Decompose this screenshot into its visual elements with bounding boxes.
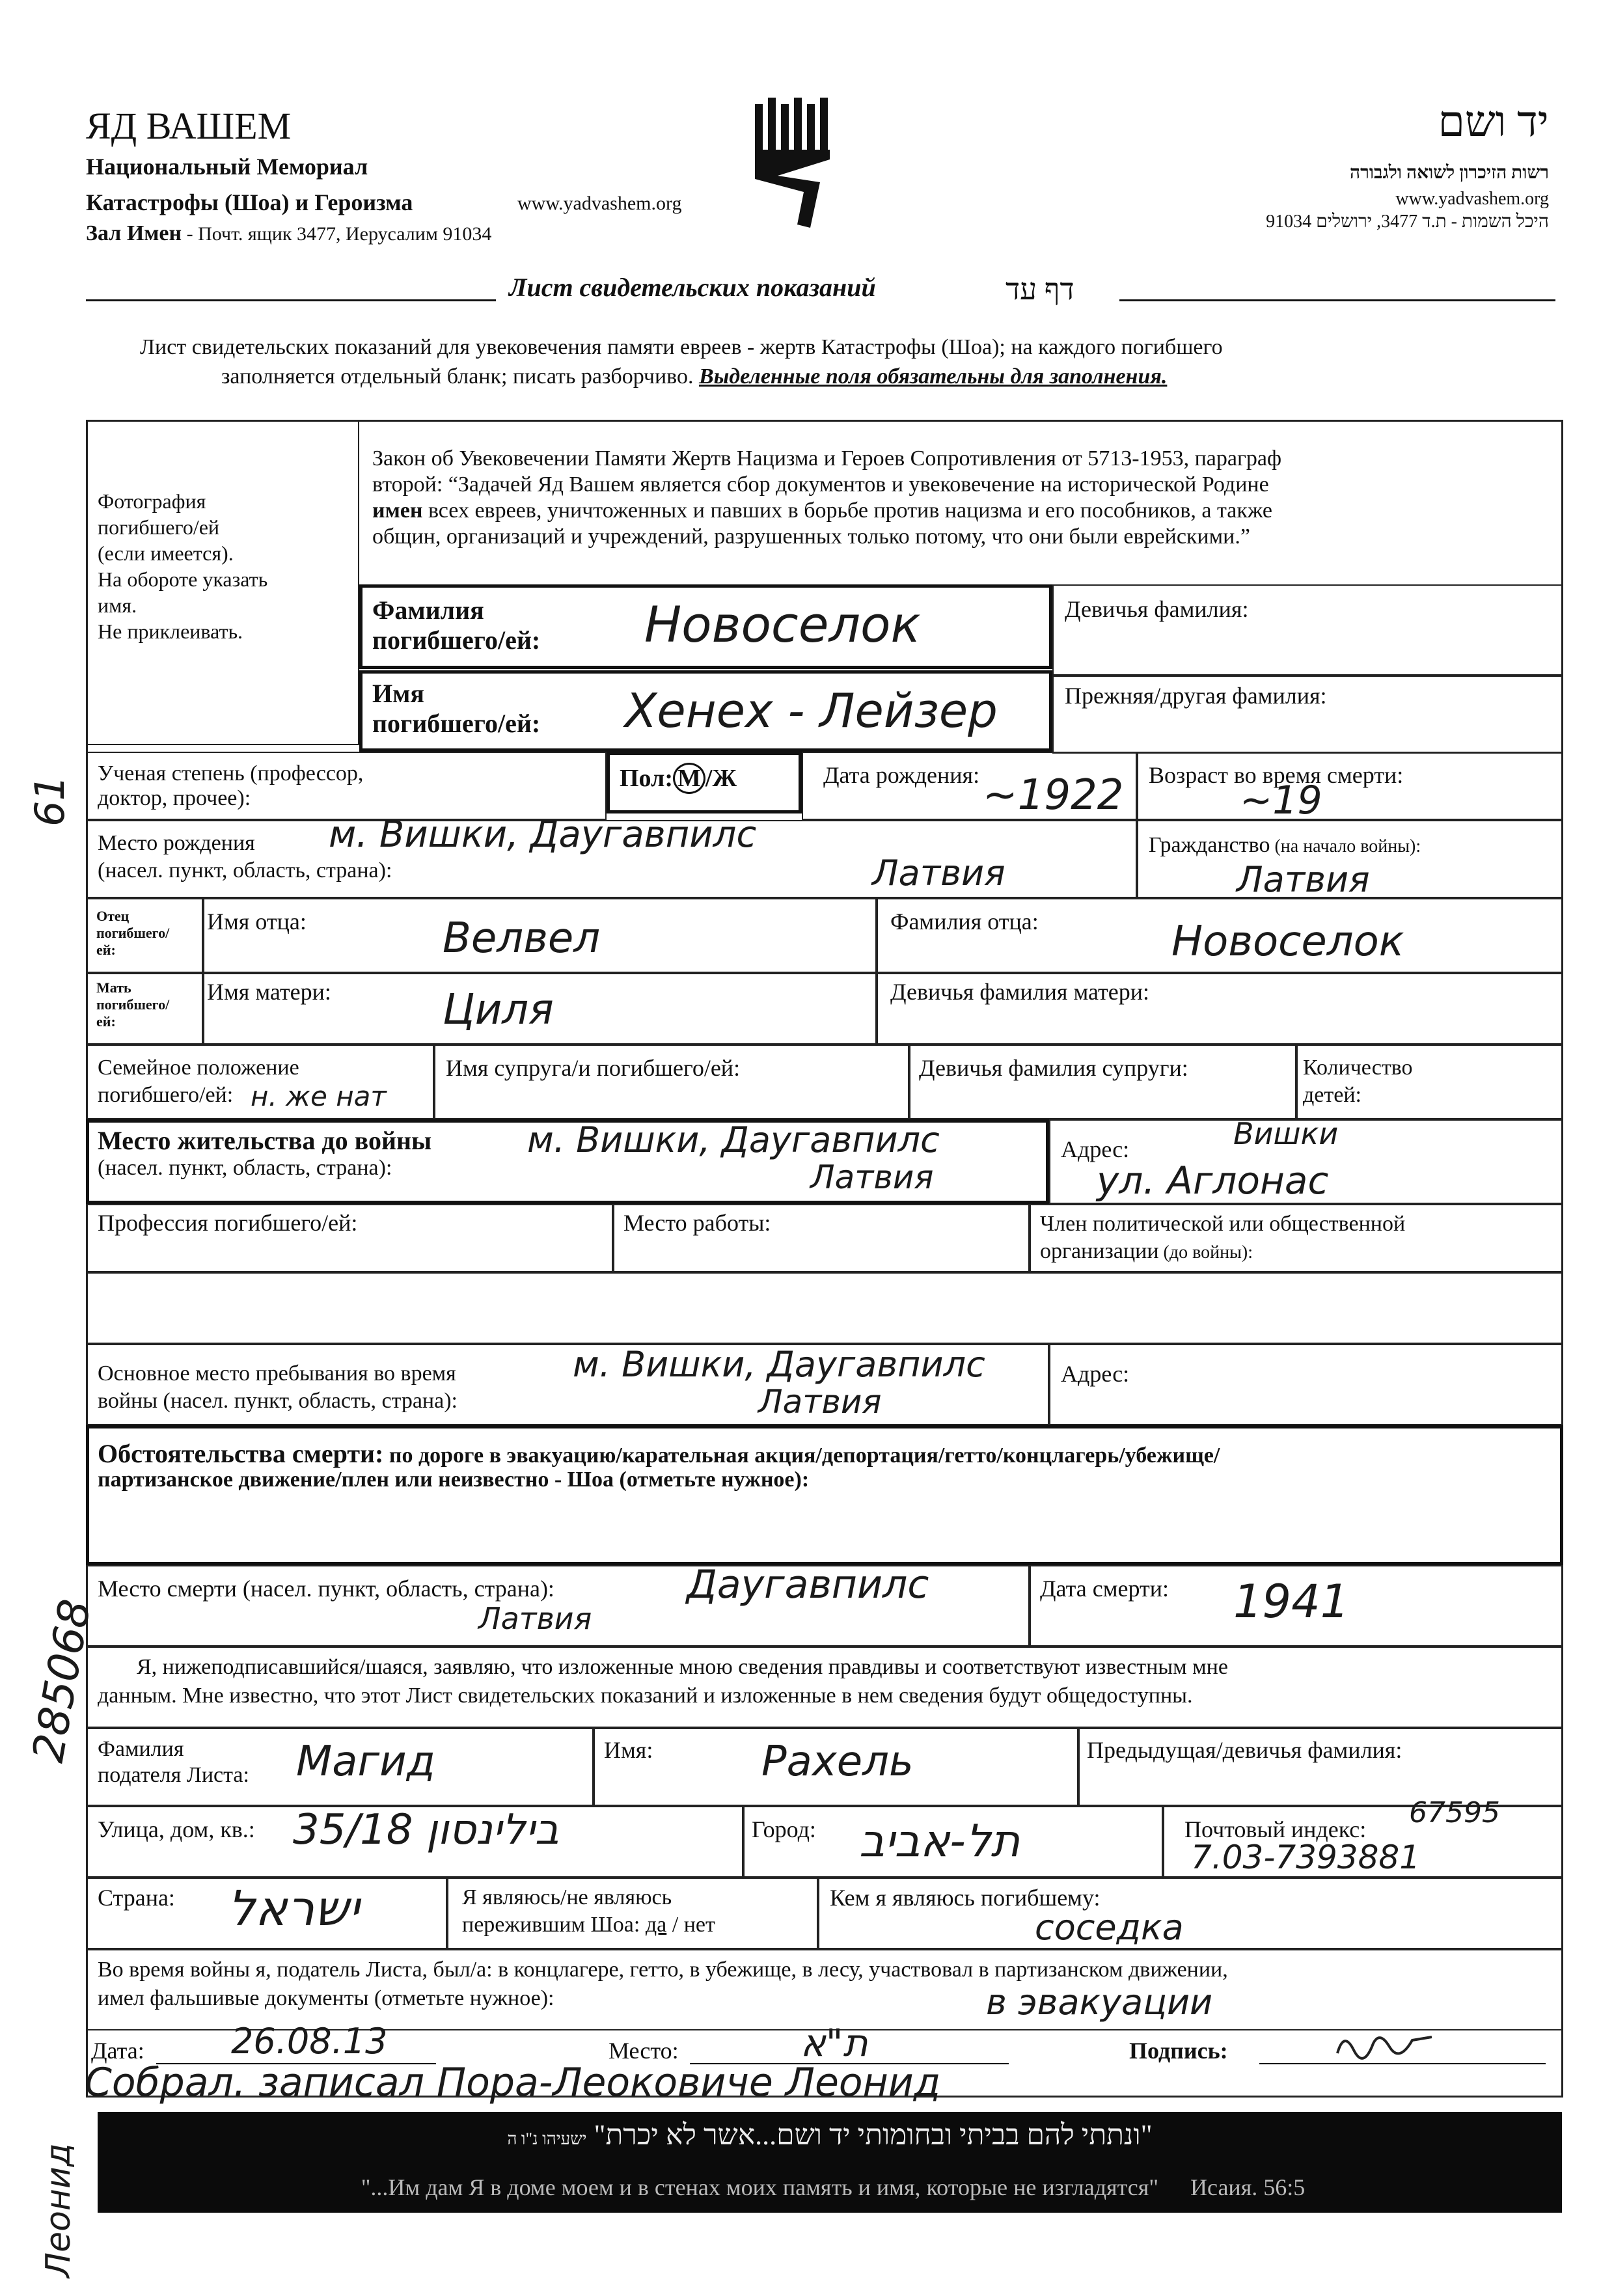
sub-country-label: Страна: bbox=[98, 1885, 175, 1911]
he-line-1: רשות הזיכרון לשואה ולגבורה bbox=[1349, 163, 1549, 183]
photo-note-line: (если имеется). bbox=[98, 541, 234, 565]
membership-label-2: организации bbox=[1040, 1239, 1159, 1263]
he-title: יד ושם bbox=[1438, 98, 1549, 146]
war-place-value-2[interactable]: Латвия bbox=[758, 1383, 882, 1421]
citizenship-label-small: (на начало войны): bbox=[1270, 836, 1421, 856]
citizenship-label-main: Гражданство bbox=[1149, 833, 1270, 857]
intro-line-2 bbox=[221, 364, 1167, 389]
hall-address: - Почт. ящик 3477, Иерусалим 91034 bbox=[182, 223, 492, 245]
org-line-2: Катастрофы (Шоа) и Героизма bbox=[86, 189, 413, 215]
surname-label-2: погибшего/ей: bbox=[372, 625, 541, 655]
signature-mark bbox=[1334, 2024, 1438, 2063]
death-place-label: Место смерти (насел. пункт, область, страна): bbox=[98, 1576, 554, 1602]
name-value[interactable]: Хенех - Лейзер bbox=[625, 683, 998, 738]
sub-zip-value[interactable]: 67595 bbox=[1409, 1796, 1500, 1829]
sub-relation-value[interactable]: соседка bbox=[1035, 1907, 1184, 1948]
law-text bbox=[372, 446, 1281, 550]
citizenship-label bbox=[1149, 832, 1421, 860]
law-line bbox=[372, 498, 1281, 524]
footer-ru-line bbox=[107, 2174, 1559, 2201]
residence-label-1: Место жительства до войны bbox=[98, 1126, 432, 1155]
sub-signature-label: Подпись: bbox=[1129, 2038, 1228, 2064]
war-place-label-1: Основное место пребывания во время bbox=[98, 1361, 456, 1386]
form-title: Лист свидетельских показаний bbox=[509, 273, 876, 302]
footer-he-line bbox=[257, 2118, 1402, 2152]
prev-name-label: Прежняя/другая фамилия: bbox=[1065, 683, 1327, 709]
sub-name-value[interactable]: Рахель bbox=[761, 1738, 914, 1786]
mother-side-1: Мать bbox=[96, 979, 131, 996]
footer-quote-ru: "...Им дам Я в доме моем и в стенах моих память и имя, которые не изгладятся" bbox=[361, 2174, 1159, 2200]
sub-war-status-line: Во время войны я, податель Листа, был/а: в концлагере, гетто, в убежище, в лесу, участвовал в партизанском движении, bbox=[98, 1958, 1228, 1982]
marital-value[interactable]: н. же нат bbox=[251, 1080, 387, 1112]
surname-value[interactable]: Новоселок bbox=[644, 595, 921, 653]
collected-by: Собрал. записал Пора-Леоковиче Леонид bbox=[85, 2060, 941, 2105]
sub-place-value[interactable]: ת"א bbox=[800, 2021, 868, 2065]
photo-note-line: На обороте указать bbox=[98, 567, 268, 591]
law-line: Закон об Увековечении Памяти Жертв Нацизма и Героев Сопротивления от 5713-1953, параграф bbox=[372, 446, 1282, 471]
father-surname-value[interactable]: Новоселок bbox=[1171, 918, 1404, 966]
intro-plain: заполняется отдельный бланк; писать разборчиво. bbox=[221, 364, 700, 389]
father-side-1: Отец bbox=[96, 908, 130, 924]
father-side-3: ей: bbox=[96, 942, 116, 958]
sub-survivor-yes[interactable]: да bbox=[645, 1913, 667, 1937]
membership-label-small: (до войны): bbox=[1158, 1242, 1253, 1263]
footer-quote-he-ref: ישעיהו נ"ו ה bbox=[507, 2129, 587, 2148]
sub-war-status-value[interactable]: в эвакуации bbox=[986, 1982, 1213, 2023]
form-title-he: דף עד bbox=[1005, 273, 1074, 306]
photo-note bbox=[98, 488, 267, 644]
degree-label-1: Ученая степень (профессор, bbox=[98, 761, 364, 786]
sub-survivor-label-2: пережившим Шоа: bbox=[462, 1913, 640, 1937]
blank-row bbox=[86, 1272, 1563, 1344]
margin-number-2: 285068 bbox=[23, 1595, 101, 1766]
birthplace-label-1: Место рождения bbox=[98, 831, 255, 855]
death-circ-options: по дороге в эвакуацию/карательная акция/депортация/гетто/концлагерь/убежище/ bbox=[383, 1443, 1220, 1468]
mother-side-label bbox=[96, 979, 169, 1030]
address-value-1[interactable]: Вишки bbox=[1233, 1116, 1339, 1151]
birth-date-value[interactable]: ~1922 bbox=[983, 771, 1124, 819]
yad-vashem-logo-icon bbox=[748, 98, 840, 228]
sub-war-status-line: имел фальшивые документы (отметьте нужное): bbox=[98, 1986, 554, 2010]
age-value[interactable]: ~19 bbox=[1240, 778, 1322, 823]
birthplace-value[interactable]: м. Вишки, Даугавпилс bbox=[329, 813, 757, 856]
age-label: Возраст во время смерти: bbox=[1149, 762, 1404, 788]
sub-name-label: Имя: bbox=[604, 1737, 653, 1763]
sex-female[interactable]: Ж bbox=[712, 765, 737, 792]
intro-bold: Выделенные поля обязательны для заполнения. bbox=[699, 364, 1168, 389]
intro-line-1: Лист свидетельских показаний для увековечения памяти евреев - жертв Катастрофы (Шоа); на каждого погибшего bbox=[140, 335, 1223, 359]
war-place-label-2: войны (насел. пункт, область, страна): bbox=[98, 1389, 458, 1413]
org-title: ЯД ВАШЕМ bbox=[86, 105, 292, 147]
name-label-2: погибшего/ей: bbox=[372, 709, 541, 738]
war-place-label bbox=[98, 1360, 458, 1415]
law-rest: всех евреев, уничтоженных и павших в борьбе против нацизма и его пособников, а также bbox=[422, 499, 1272, 523]
profession-label: Профессия погибшего/ей: bbox=[98, 1210, 358, 1236]
sub-surname-label-2: подателя Листа: bbox=[98, 1763, 249, 1787]
father-surname-label: Фамилия отца: bbox=[890, 909, 1039, 935]
photo-note-line: погибшего/ей bbox=[98, 515, 220, 539]
sub-survivor-no[interactable]: нет bbox=[683, 1913, 715, 1937]
sex-label: Пол: М /Ж bbox=[620, 765, 737, 792]
war-place-value[interactable]: м. Вишки, Даугавпилс bbox=[573, 1344, 985, 1385]
sub-street-value[interactable]: 35/18 בילינסון bbox=[293, 1806, 559, 1854]
sub-country-value[interactable]: ישראל bbox=[228, 1881, 360, 1937]
hall-line bbox=[86, 221, 491, 246]
he-website: www.yadvashem.org bbox=[1395, 189, 1549, 209]
title-rule-right bbox=[1119, 299, 1555, 301]
birthplace-label-2: (насел. пункт, область, страна): bbox=[98, 858, 392, 882]
sub-place-label: Место: bbox=[609, 2038, 679, 2064]
children-label bbox=[1303, 1054, 1413, 1109]
sub-surname-label-1: Фамилия bbox=[98, 1737, 184, 1761]
war-address-label: Адрес: bbox=[1061, 1361, 1130, 1387]
residence-value[interactable]: м. Вишки, Даугавпилс bbox=[527, 1119, 940, 1160]
mother-name-value[interactable]: Циля bbox=[443, 986, 554, 1034]
declaration-line: Я, нижеподписавшийся/шаяся, заявляю, что изложенные мною сведения правдивы и соответствуют известным мне bbox=[137, 1655, 1228, 1679]
sex-male[interactable]: М bbox=[673, 763, 705, 794]
sub-surname-value[interactable]: Магид bbox=[296, 1738, 435, 1786]
law-line: общин, организаций и учреждений, разрушенных только потому, что они были еврейскими.” bbox=[372, 525, 1250, 549]
father-side-2: погибшего/ bbox=[96, 925, 170, 941]
mother-name-label: Имя матери: bbox=[207, 979, 331, 1005]
death-place-value[interactable]: Даугавпилс bbox=[687, 1562, 929, 1607]
membership-label bbox=[1040, 1210, 1405, 1266]
law-line: второй: “Задачей Яд Вашем является сбор документов и увековечение на исторической Родине bbox=[372, 472, 1269, 497]
death-circ-title: Обстоятельства смерти: bbox=[98, 1439, 384, 1468]
sub-city-label: Город: bbox=[752, 1816, 816, 1842]
residence-label-2: (насел. пункт, область, страна): bbox=[98, 1156, 392, 1180]
marital-label-1: Семейное положение bbox=[98, 1056, 299, 1080]
sub-survivor-label-1: Я являюсь/не являюсь bbox=[462, 1885, 672, 1909]
photo-note-line: имя. bbox=[98, 594, 137, 617]
death-date-label: Дата смерти: bbox=[1040, 1576, 1169, 1602]
maiden-label: Девичья фамилия: bbox=[1065, 596, 1249, 622]
declaration-text bbox=[98, 1653, 1228, 1710]
birthplace-value-2[interactable]: Латвия bbox=[872, 853, 1005, 894]
father-name-label: Имя отца: bbox=[207, 909, 307, 935]
sub-street-label: Улица, дом, кв.: bbox=[98, 1816, 255, 1842]
sub-relation-label: Кем я являюсь погибшему: bbox=[830, 1885, 1101, 1911]
name-label-1: Имя bbox=[372, 679, 424, 708]
address-value-2[interactable]: ул. Аглонас bbox=[1097, 1158, 1329, 1203]
surname-label-1: Фамилия bbox=[372, 595, 484, 625]
margin-number-1: 61 bbox=[26, 775, 74, 827]
sub-date-value[interactable]: 26.08.13 bbox=[231, 2021, 388, 2062]
mother-maiden-label: Девичья фамилия матери: bbox=[890, 979, 1150, 1005]
sub-city-value[interactable]: תל-אביב bbox=[859, 1816, 1020, 1867]
surname-label bbox=[372, 595, 540, 655]
residence-value-2[interactable]: Латвия bbox=[810, 1158, 934, 1196]
sub-phone-value[interactable]: 7.03-7393881 bbox=[1191, 1838, 1421, 1876]
margin-bottom: Леонид bbox=[39, 2143, 78, 2278]
footer-quote-he: "ונתתי להם בביתי ובחומותי יד ושם...אשר לא יכרת" bbox=[594, 2119, 1153, 2151]
mother-side-2: погибшего/ bbox=[96, 996, 170, 1013]
death-place-value-2[interactable]: Латвия bbox=[478, 1601, 592, 1636]
degree-label bbox=[98, 761, 363, 811]
sex-label-text: Пол: bbox=[620, 765, 674, 792]
death-date-value[interactable]: 1941 bbox=[1233, 1575, 1350, 1628]
name-label bbox=[372, 679, 540, 739]
spouse-name-label: Имя супруга/и погибшего/ей: bbox=[446, 1055, 741, 1081]
org-line-1: Национальный Мемориал bbox=[86, 154, 368, 180]
spouse-maiden-label: Девичья фамилия супруги: bbox=[919, 1055, 1188, 1081]
membership-label-1: Член политической или общественной bbox=[1040, 1212, 1406, 1236]
hall-label: Зал Имен bbox=[86, 221, 182, 245]
mother-side-3: ей: bbox=[96, 1013, 116, 1030]
photo-note-line: Не приклеивать. bbox=[98, 620, 243, 643]
address-label: Адрес: bbox=[1061, 1136, 1130, 1162]
death-circ-line2: партизанское движение/плен или неизвестно - Шоа (отметьте нужное): bbox=[98, 1468, 810, 1492]
footer-quote-ru-ref: Исаия. 56:5 bbox=[1190, 2174, 1306, 2200]
sub-prev-label: Предыдущая/девичья фамилия: bbox=[1087, 1737, 1402, 1763]
website: www.yadvashem.org bbox=[517, 193, 682, 214]
sub-survivor-label: Я являюсь/не являюсь пережившим Шоа: да / нет bbox=[462, 1885, 715, 1937]
children-label-1: Количество bbox=[1303, 1056, 1413, 1080]
father-side-label bbox=[96, 908, 169, 959]
law-bold: имен bbox=[372, 499, 423, 523]
he-line-3: היכל השמות - ת.ד 3477, ירושלים 91034 bbox=[1266, 212, 1549, 232]
declaration-line: данным. Мне известно, что этот Лист свидетельских показаний и изложенные в нем сведения будут общедоступны. bbox=[98, 1684, 1193, 1708]
photo-note-line: Фотография bbox=[98, 489, 206, 513]
father-name-value[interactable]: Велвел bbox=[443, 914, 601, 963]
citizenship-value[interactable]: Латвия bbox=[1237, 859, 1370, 900]
birth-date-label: Дата рождения: bbox=[823, 762, 980, 788]
title-rule-left bbox=[86, 299, 496, 301]
workplace-label: Место работы: bbox=[623, 1210, 771, 1236]
degree-label-2: доктор, прочее): bbox=[98, 786, 251, 810]
death-circ-line1 bbox=[98, 1438, 1220, 1469]
sub-signature-line bbox=[1259, 2063, 1546, 2064]
sub-zip-label: Почтовый индекс: bbox=[1184, 1816, 1367, 1842]
residence-label bbox=[98, 1127, 431, 1182]
sub-date-label: Дата: bbox=[91, 2038, 144, 2064]
sub-surname-label bbox=[98, 1736, 249, 1788]
marital-label-2: погибшего/ей: bbox=[98, 1083, 234, 1107]
children-label-2: детей: bbox=[1303, 1083, 1361, 1107]
